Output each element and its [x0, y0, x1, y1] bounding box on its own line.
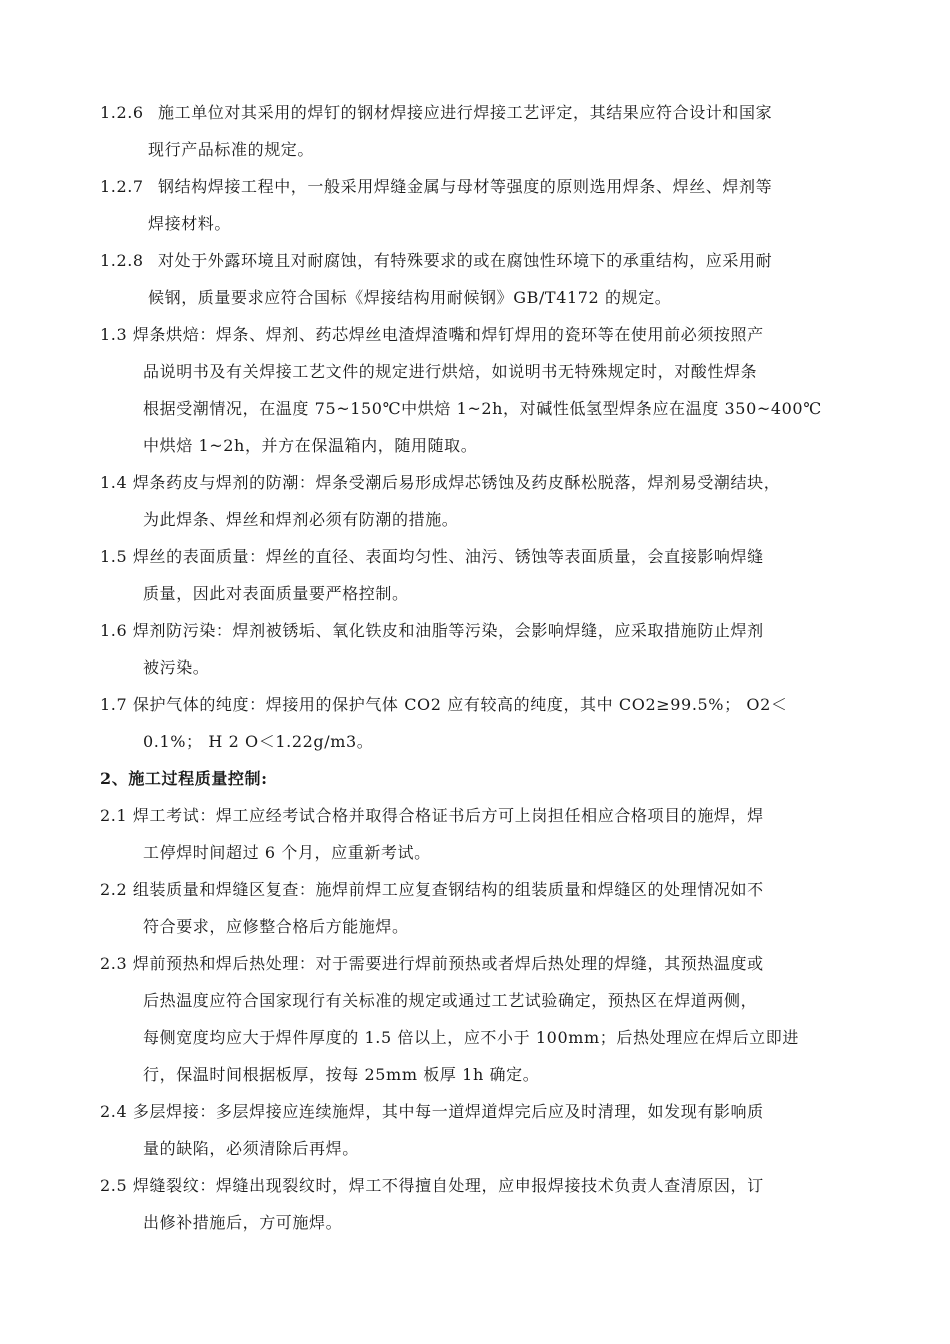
clause-2-1: [100, 797, 870, 871]
clause-line: 0.1%； H 2 O＜1.22g/m3。: [143, 732, 374, 751]
section-2-heading: [100, 760, 870, 797]
clause-number: 1.2.6: [100, 103, 144, 122]
section-heading: 2、施工过程质量控制:: [100, 769, 268, 788]
clause-line: 行，保温时间根据板厚，按每 25mm 板厚 1h 确定。: [143, 1065, 540, 1084]
clause-line: 2.3 焊前预热和焊后热处理：对于需要进行焊前预热或者焊后热处理的焊缝，其预热温度或: [100, 954, 764, 973]
clause-number: 1.2.7: [100, 177, 144, 196]
clause-line: 出修补措施后，方可施焊。: [143, 1213, 343, 1232]
clause-2-3: [100, 945, 870, 1093]
clause-line: 2.2 组装质量和焊缝区复查：施焊前焊工应复查钢结构的组装质量和焊缝区的处理情况如不: [100, 880, 764, 899]
clause-1-6: [100, 612, 870, 686]
clause-line: 焊接材料。: [148, 214, 232, 233]
clause-1-2-7: [100, 168, 870, 242]
clause-line: 工停焊时间超过 6 个月，应重新考试。: [143, 843, 431, 862]
clause-text: 对处于外露环境且对耐腐蚀，有特殊要求的或在腐蚀性环境下的承重结构，应采用耐: [158, 251, 773, 270]
clause-line: [100, 242, 870, 279]
clause-line: 量的缺陷，必须清除后再焊。: [143, 1139, 359, 1158]
clause-1-5: [100, 538, 870, 612]
clause-line: 现行产品标准的规定。: [148, 140, 315, 159]
clause-line: 2.5 焊缝裂纹：焊缝出现裂纹时，焊工不得擅自处理，应申报焊接技术负责人查清原因，订: [100, 1176, 764, 1195]
clause-line: 1.5 焊丝的表面质量：焊丝的直径、表面均匀性、油污、锈蚀等表面质量，会直接影响焊缝: [100, 547, 764, 566]
clause-text: 钢结构焊接工程中，一般采用焊缝金属与母材等强度的原则选用焊条、焊丝、焊剂等: [158, 177, 773, 196]
clause-2-2: [100, 871, 870, 945]
clause-line: 1.7 保护气体的纯度：焊接用的保护气体 CO2 应有较高的纯度，其中 CO2≥99.5%； O2＜: [100, 695, 788, 714]
clause-line: 品说明书及有关焊接工艺文件的规定进行烘焙，如说明书无特殊规定时，对酸性焊条: [143, 362, 758, 381]
clause-line: 2.4 多层焊接：多层焊接应连续施焊，其中每一道焊道焊完后应及时清理，如发现有影响质: [100, 1102, 764, 1121]
clause-line: 候钢，质量要求应符合国标《焊接结构用耐候钢》GB/T4172 的规定。: [148, 288, 672, 307]
clause-line: 被污染。: [143, 658, 210, 677]
clause-line: 质量，因此对表面质量要严格控制。: [143, 584, 409, 603]
clause-line: [100, 94, 870, 131]
clause-line: 1.4 焊条药皮与焊剂的防潮：焊条受潮后易形成焊芯锈蚀及药皮酥松脱落，焊剂易受潮结块，: [100, 473, 781, 492]
clause-1-2-6: [100, 94, 870, 168]
clause-line: 中烘焙 1~2h，并方在保温箱内，随用随取。: [143, 436, 478, 455]
clause-line: 符合要求，应修整合格后方能施焊。: [143, 917, 409, 936]
clause-1-4: [100, 464, 870, 538]
clause-line: 1.6 焊剂防污染：焊剂被锈垢、氧化铁皮和油脂等污染，会影响焊缝，应采取措施防止焊剂: [100, 621, 764, 640]
clause-line: 根据受潮情况，在温度 75~150℃中烘焙 1~2h，对碱性低氢型焊条应在温度 350~400℃: [143, 399, 822, 418]
clause-line: 1.3 焊条烘焙：焊条、焊剂、药芯焊丝电渣焊渣嘴和焊钉焊用的瓷环等在使用前必须按照产: [100, 325, 764, 344]
clause-text: 施工单位对其采用的焊钉的钢材焊接应进行焊接工艺评定，其结果应符合设计和国家: [158, 103, 773, 122]
clause-line: [100, 168, 870, 205]
clause-number: 1.2.8: [100, 251, 144, 270]
clause-line: 每侧宽度均应大于焊件厚度的 1.5 倍以上，应不小于 100mm；后热处理应在焊后立即进: [143, 1028, 799, 1047]
clause-line: 后热温度应符合国家现行有关标准的规定或通过工艺试验确定，预热区在焊道两侧，: [143, 991, 758, 1010]
clause-2-4: [100, 1093, 870, 1167]
clause-1-7: [100, 686, 870, 760]
clause-line: 为此焊条、焊丝和焊剂必须有防潮的措施。: [143, 510, 459, 529]
clause-1-2-8: [100, 242, 870, 316]
clause-1-3: [100, 316, 870, 464]
clause-2-5: [100, 1167, 870, 1241]
clause-line: 2.1 焊工考试：焊工应经考试合格并取得合格证书后方可上岗担任相应合格项目的施焊，焊: [100, 806, 764, 825]
